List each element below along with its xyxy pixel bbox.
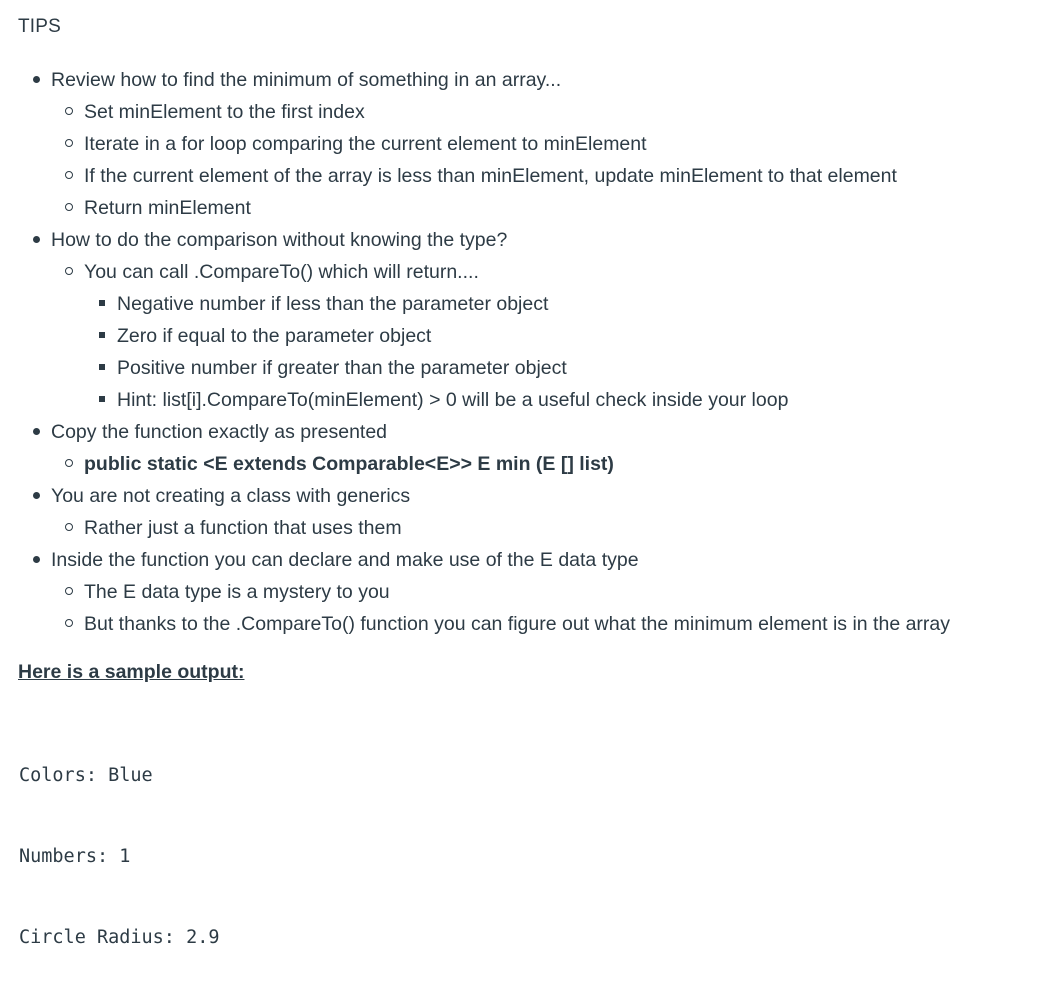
tip-subitem: But thanks to the .CompareTo() function you can figure out what the minimum element is in the array (51, 608, 1038, 640)
tip-subitem: Set minElement to the first index (51, 96, 1038, 128)
tip-subsubitem: Zero if equal to the parameter object (84, 320, 1038, 352)
tip-item (18, 416, 1038, 480)
tip-subitem (51, 256, 1038, 416)
tip-subitem-text: You can call .CompareTo() which will return.... (84, 261, 479, 283)
tip-subitem: The E data type is a mystery to you (51, 576, 1038, 608)
tip-text: Review how to find the minimum of something in an array... (51, 69, 562, 91)
tip-subitem: Return minElement (51, 192, 1038, 224)
tip-sublist (51, 96, 1038, 224)
tip-sublist (51, 256, 1038, 416)
tip-subsublist (84, 288, 1038, 416)
tip-subitem: If the current element of the array is less than minElement, update minElement to that element (51, 160, 1038, 192)
tip-subitem: Rather just a function that uses them (51, 512, 1038, 544)
sample-output-block (19, 708, 1038, 1005)
output-line: Colors: Blue (19, 765, 153, 786)
sample-output-title: Here is a sample output: (18, 661, 245, 683)
output-line: Circle Radius: 2.9 (19, 927, 220, 948)
tip-text: You are not creating a class with generics (51, 485, 411, 507)
tip-item (18, 224, 1038, 416)
output-line: Numbers: 1 (19, 846, 131, 867)
function-signature: public static <E extends Comparable<E>> E min (E [] list) (51, 448, 1038, 480)
tip-item (18, 64, 1038, 224)
tip-text: How to do the comparison without knowing the type? (51, 229, 508, 251)
tip-text: Copy the function exactly as presented (51, 421, 388, 443)
tip-subitem: Iterate in a for loop comparing the current element to minElement (51, 128, 1038, 160)
tip-item (18, 544, 1038, 640)
tips-page (18, 14, 1038, 1005)
tips-list (18, 64, 1038, 640)
page-heading: TIPS (18, 16, 62, 37)
tip-subsubitem: Positive number if greater than the parameter object (84, 352, 1038, 384)
tip-item (18, 480, 1038, 544)
tip-sublist (51, 576, 1038, 640)
tip-subsubitem: Hint: list[i].CompareTo(minElement) > 0 will be a useful check inside your loop (84, 384, 1038, 416)
tip-sublist (51, 512, 1038, 544)
tip-subsubitem: Negative number if less than the parameter object (84, 288, 1038, 320)
tip-text: Inside the function you can declare and make use of the E data type (51, 549, 639, 571)
tip-sublist (51, 448, 1038, 480)
